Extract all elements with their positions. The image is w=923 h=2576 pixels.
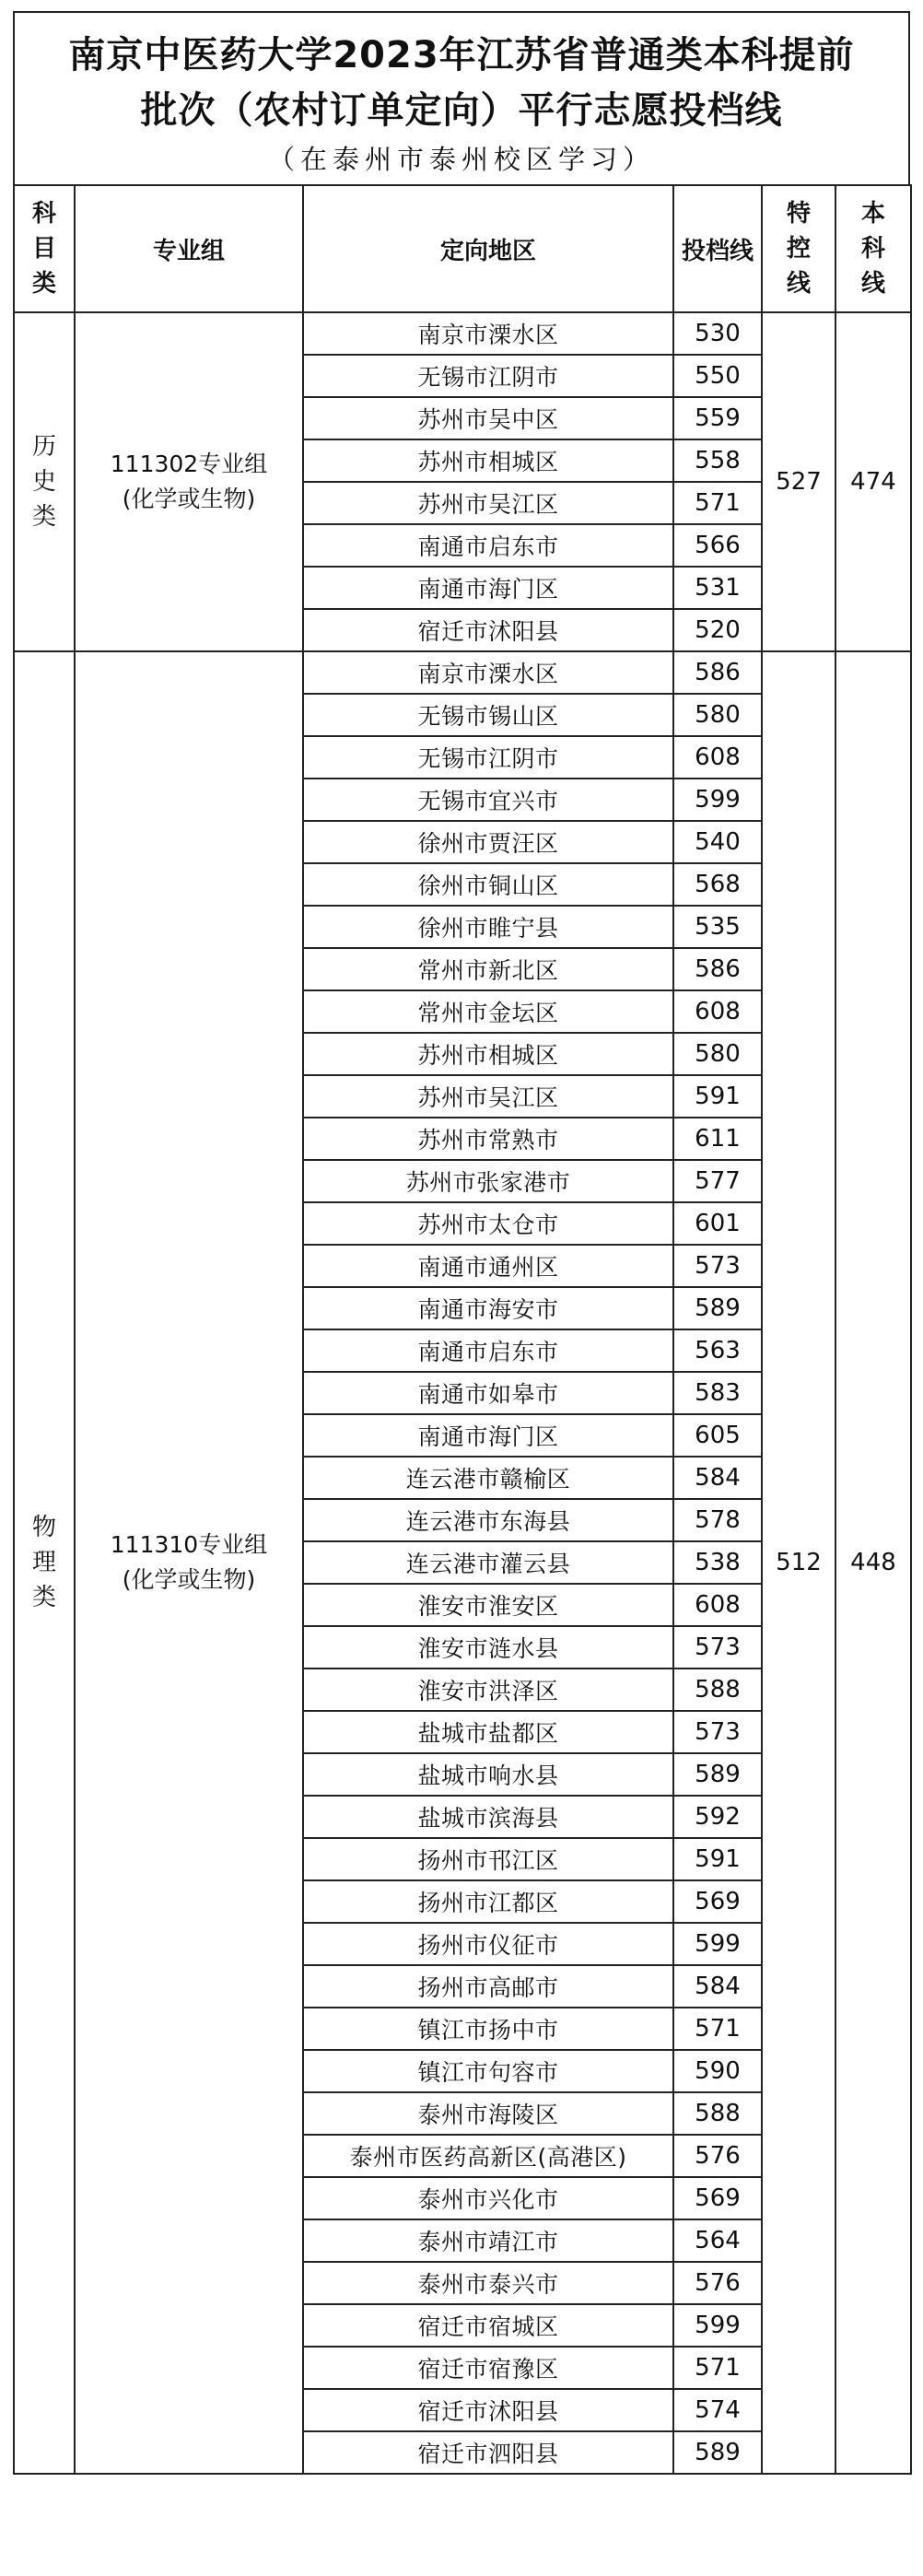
- region-cell: 苏州市常熟市: [303, 1118, 673, 1160]
- region-cell: 宿迁市宿豫区: [303, 2347, 673, 2389]
- score-cell: 584: [673, 1965, 762, 2008]
- region-cell: 南通市如皋市: [303, 1372, 673, 1414]
- score-cell: 573: [673, 1245, 762, 1287]
- score-cell: 535: [673, 906, 762, 948]
- special-line-cell: 512: [762, 651, 835, 2474]
- region-cell: 泰州市医药高新区(高港区): [303, 2135, 673, 2177]
- score-cell: 573: [673, 1626, 762, 1669]
- score-cell: 599: [673, 1923, 762, 1965]
- category-cell: [14, 312, 75, 651]
- score-cell: 576: [673, 2135, 762, 2177]
- score-cell: 591: [673, 1838, 762, 1880]
- region-cell: 宿迁市宿城区: [303, 2304, 673, 2347]
- region-cell: 连云港市东海县: [303, 1499, 673, 1541]
- score-cell: 569: [673, 2177, 762, 2219]
- score-cell: 580: [673, 694, 762, 736]
- score-cell: 605: [673, 1414, 762, 1457]
- group-cell: [75, 651, 303, 2474]
- region-cell: 盐城市滨海县: [303, 1796, 673, 1838]
- group-code: 111310专业组: [110, 1531, 268, 1558]
- header-row: [14, 185, 911, 312]
- region-cell: 南通市海门区: [303, 567, 673, 609]
- region-cell: 连云港市赣榆区: [303, 1457, 673, 1499]
- score-cell: 589: [673, 2431, 762, 2474]
- header-region: 定向地区: [303, 185, 673, 312]
- region-cell: 苏州市吴江区: [303, 1075, 673, 1118]
- region-cell: 苏州市相城区: [303, 1033, 673, 1075]
- region-cell: 宿迁市泗阳县: [303, 2431, 673, 2474]
- score-cell: 590: [673, 2050, 762, 2092]
- score-cell: 588: [673, 1669, 762, 1711]
- region-cell: 无锡市江阴市: [303, 736, 673, 779]
- region-cell: 无锡市锡山区: [303, 694, 673, 736]
- header-score: 投档线: [673, 185, 762, 312]
- score-cell: 599: [673, 2304, 762, 2347]
- region-cell: 南京市溧水区: [303, 312, 673, 355]
- title-block: [13, 11, 910, 184]
- group-cell: [75, 312, 303, 651]
- group-note: (化学或生物): [122, 1566, 256, 1593]
- region-cell: 苏州市张家港市: [303, 1160, 673, 1202]
- score-cell: 586: [673, 651, 762, 694]
- header-group: 专业组: [75, 185, 303, 312]
- region-cell: 南通市启东市: [303, 1329, 673, 1372]
- score-cell: 568: [673, 863, 762, 906]
- region-cell: 无锡市宜兴市: [303, 779, 673, 821]
- region-cell: 淮安市洪泽区: [303, 1669, 673, 1711]
- score-cell: 573: [673, 1711, 762, 1753]
- score-cell: 559: [673, 397, 762, 439]
- table-body: [14, 312, 911, 2474]
- score-cell: 588: [673, 2092, 762, 2135]
- region-cell: 扬州市高邮市: [303, 1965, 673, 2008]
- region-cell: 泰州市海陵区: [303, 2092, 673, 2135]
- header-special-line: 特控线: [762, 185, 835, 312]
- score-cell: 569: [673, 1880, 762, 1923]
- score-cell: 599: [673, 779, 762, 821]
- region-cell: 盐城市响水县: [303, 1753, 673, 1796]
- region-cell: 镇江市句容市: [303, 2050, 673, 2092]
- score-table: [13, 184, 912, 2475]
- score-cell: 591: [673, 1075, 762, 1118]
- score-cell: 566: [673, 524, 762, 567]
- region-cell: 泰州市靖江市: [303, 2219, 673, 2262]
- score-cell: 571: [673, 482, 762, 524]
- score-cell: 571: [673, 2347, 762, 2389]
- region-cell: 常州市新北区: [303, 948, 673, 990]
- title-line-1: 南京中医药大学2023年江苏省普通类本科提前: [68, 34, 855, 76]
- undergrad-line-cell: 474: [835, 312, 911, 651]
- region-cell: 南京市溧水区: [303, 651, 673, 694]
- region-cell: 扬州市仪征市: [303, 1923, 673, 1965]
- score-cell: 608: [673, 1584, 762, 1626]
- score-cell: 589: [673, 1753, 762, 1796]
- group-code: 111302专业组: [110, 451, 268, 477]
- region-cell: 徐州市贾汪区: [303, 821, 673, 863]
- region-cell: 盐城市盐都区: [303, 1711, 673, 1753]
- region-cell: 扬州市江都区: [303, 1880, 673, 1923]
- special-line-cell: 527: [762, 312, 835, 651]
- score-cell: 586: [673, 948, 762, 990]
- score-cell: 563: [673, 1329, 762, 1372]
- score-cell: 540: [673, 821, 762, 863]
- score-cell: 589: [673, 1287, 762, 1329]
- region-cell: 宿迁市沭阳县: [303, 2389, 673, 2431]
- region-cell: 南通市启东市: [303, 524, 673, 567]
- region-cell: 泰州市泰兴市: [303, 2262, 673, 2304]
- score-cell: 578: [673, 1499, 762, 1541]
- title-line-2: 批次（农村订单定向）平行志愿投档线: [140, 89, 783, 132]
- region-cell: 扬州市邗江区: [303, 1838, 673, 1880]
- region-cell: 苏州市相城区: [303, 439, 673, 482]
- category-cell: [14, 651, 75, 2474]
- region-cell: 徐州市睢宁县: [303, 906, 673, 948]
- score-cell: 574: [673, 2389, 762, 2431]
- undergrad-line-cell: 448: [835, 651, 911, 2474]
- region-cell: 淮安市涟水县: [303, 1626, 673, 1669]
- score-cell: 592: [673, 1796, 762, 1838]
- group-note: (化学或生物): [122, 486, 256, 512]
- region-cell: 南通市通州区: [303, 1245, 673, 1287]
- score-cell: 571: [673, 2008, 762, 2050]
- score-cell: 611: [673, 1118, 762, 1160]
- score-cell: 608: [673, 990, 762, 1033]
- region-cell: 徐州市铜山区: [303, 863, 673, 906]
- score-cell: 577: [673, 1160, 762, 1202]
- score-cell: 583: [673, 1372, 762, 1414]
- region-cell: 无锡市江阴市: [303, 355, 673, 397]
- region-cell: 常州市金坛区: [303, 990, 673, 1033]
- category-label: 物理类: [31, 1514, 56, 1611]
- score-cell: 580: [673, 1033, 762, 1075]
- table-row: [14, 312, 911, 355]
- region-cell: 南通市海安市: [303, 1287, 673, 1329]
- region-cell: 苏州市吴中区: [303, 397, 673, 439]
- score-cell: 558: [673, 439, 762, 482]
- header-undergrad-line: 本科线: [835, 185, 911, 312]
- region-cell: 宿迁市沭阳县: [303, 609, 673, 651]
- score-cell: 608: [673, 736, 762, 779]
- region-cell: 泰州市兴化市: [303, 2177, 673, 2219]
- region-cell: 连云港市灌云县: [303, 1541, 673, 1584]
- score-cell: 520: [673, 609, 762, 651]
- score-cell: 538: [673, 1541, 762, 1584]
- category-label: 历史类: [31, 433, 56, 531]
- region-cell: 苏州市太仓市: [303, 1202, 673, 1245]
- region-cell: 镇江市扬中市: [303, 2008, 673, 2050]
- score-cell: 531: [673, 567, 762, 609]
- region-cell: 苏州市吴江区: [303, 482, 673, 524]
- score-cell: 564: [673, 2219, 762, 2262]
- subtitle: （在泰州市泰州校区学习）: [267, 144, 655, 175]
- region-cell: 南通市海门区: [303, 1414, 673, 1457]
- score-cell: 601: [673, 1202, 762, 1245]
- score-cell: 550: [673, 355, 762, 397]
- score-cell: 576: [673, 2262, 762, 2304]
- score-cell: 530: [673, 312, 762, 355]
- header-category: 科目类: [14, 185, 75, 312]
- region-cell: 淮安市淮安区: [303, 1584, 673, 1626]
- score-cell: 584: [673, 1457, 762, 1499]
- table-row: [14, 651, 911, 694]
